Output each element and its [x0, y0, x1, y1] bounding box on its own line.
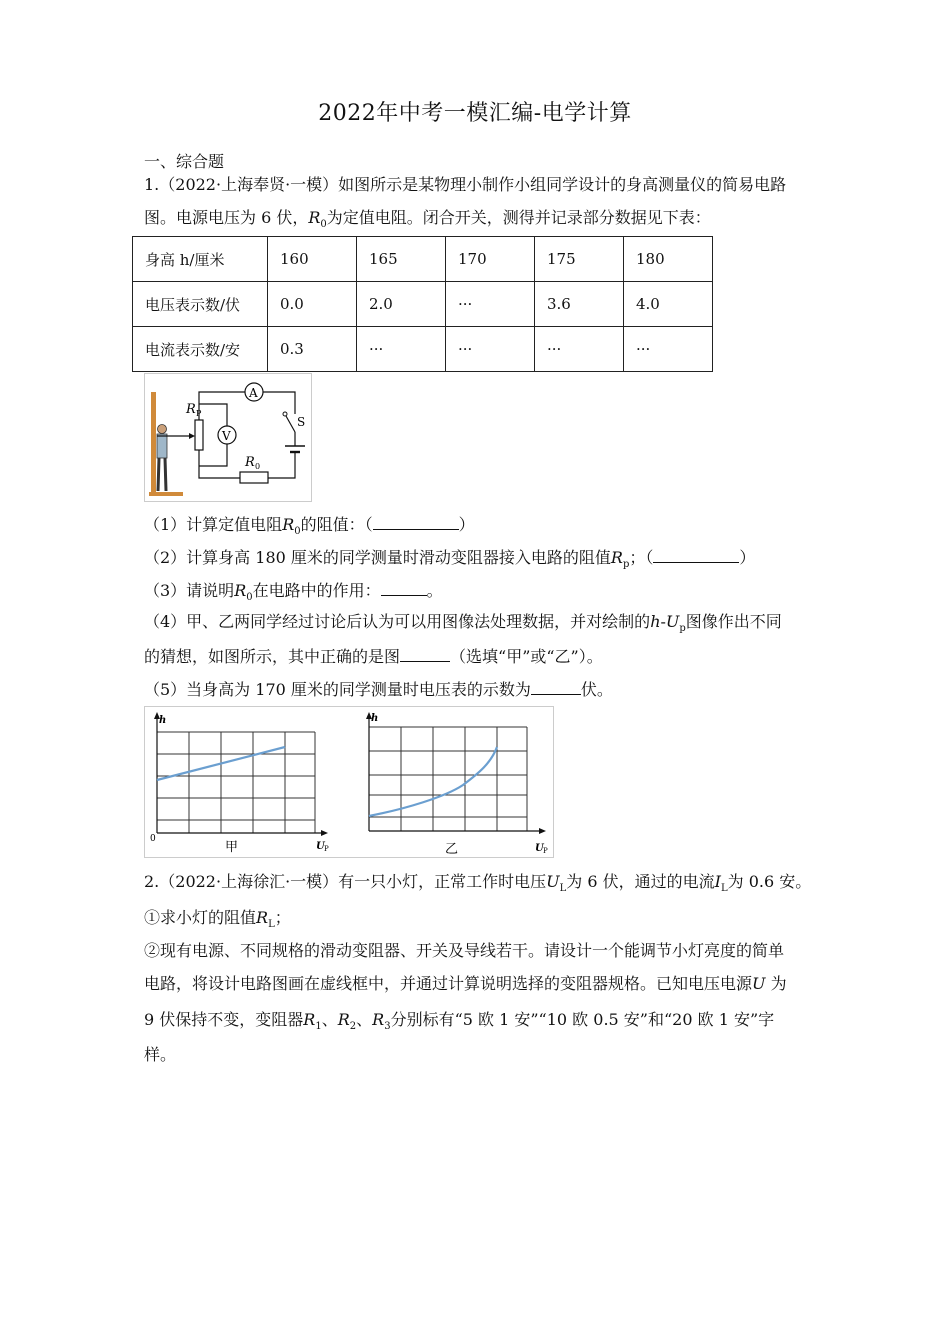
person-figure	[157, 425, 167, 492]
table-cell: 0.3	[268, 327, 357, 372]
q1-sub3-text-c: 。	[426, 581, 443, 600]
table-cell: ···	[357, 327, 446, 372]
table-row	[133, 327, 713, 372]
symbol-sub: 1	[315, 1021, 322, 1033]
r0-label-sub: 0	[255, 462, 261, 471]
symbol-sub: L	[268, 919, 275, 931]
symbol-u: U	[665, 612, 680, 631]
q1-sub1-text-b: 的阻值：（	[300, 515, 373, 534]
y-label-right: h	[371, 713, 379, 724]
table-cell: 4.0	[624, 282, 713, 327]
q1-sub2-text-c: ）	[739, 548, 756, 567]
answer-blank	[400, 645, 450, 662]
q2-item1	[144, 908, 291, 935]
q2-text-b: 为 6 伏，通过的电流	[566, 872, 715, 891]
q1-sub3-text-b: 在电路中的作用：	[252, 581, 381, 600]
switch-contact	[283, 412, 287, 416]
q1-sub4-line2	[144, 645, 603, 667]
table-cell: 3.6	[535, 282, 624, 327]
symbol-sub: 3	[384, 1021, 391, 1033]
q1-sub3-text: （3）请说明	[144, 581, 235, 600]
q1-sub4-text-b: 图像作出不同	[685, 612, 782, 631]
grid-left	[157, 732, 315, 833]
q1-sub4-line1	[144, 612, 782, 639]
r0-label: R	[245, 455, 255, 470]
symbol-i: I	[714, 872, 721, 891]
q2-item2-line4: 样。	[144, 1045, 177, 1064]
q1-sub2-text: （2）计算身高 180 厘米的同学测量时滑动变阻器接入电路的阻值	[144, 548, 611, 567]
symbol-hyphen: -	[660, 612, 666, 631]
q2-item2-text: 电路，将设计电路图画在虚线框中，并通过计算说明选择的变阻器规格。已知电压电源	[144, 974, 753, 993]
table-cell: 电流表示数/安	[133, 327, 268, 372]
symbol-r0-sub: 0	[320, 219, 327, 231]
symbol-r2: R	[337, 1010, 350, 1029]
q1-sub1	[144, 513, 475, 542]
symbol-sub: L	[720, 883, 728, 895]
table-cell: 175	[535, 237, 624, 282]
page-title: 2022年中考一模汇编-电学计算	[318, 101, 632, 126]
table-row	[133, 237, 713, 282]
q2-item2-line1: ②现有电源、不同规格的滑动变阻器、开关及导线若干。请设计一个能调节小灯亮度的简单	[144, 941, 785, 960]
graph-left-name: 甲	[225, 840, 239, 855]
symbol-u: U	[546, 872, 560, 891]
table-cell: 身高 h/厘米	[133, 237, 268, 282]
q1-sub3	[144, 579, 443, 608]
symbol-rl: R	[256, 908, 269, 927]
symbol-r0: R	[282, 515, 295, 534]
symbol-r1: R	[303, 1010, 316, 1029]
q1-sub4-text-d: （选填“甲”或“乙”）。	[450, 647, 603, 666]
table-cell: 2.0	[357, 282, 446, 327]
q1-sub2-text-b: ；（	[629, 548, 654, 567]
symbol-u: U	[752, 974, 766, 993]
q2-text: 2.（2022·上海徐汇·一模）有一只小灯，正常工作时电压	[144, 872, 547, 891]
q2-item1-text: ①求小灯的阻值	[144, 908, 257, 927]
x-label-left-sub: P	[324, 845, 329, 853]
origin-left: 0	[150, 834, 156, 844]
table-row	[133, 282, 713, 327]
ammeter-label: A	[249, 386, 258, 400]
symbol-sub: p	[622, 559, 630, 571]
graph-right	[366, 712, 548, 857]
answer-blank	[381, 579, 427, 596]
q2-item2-sep: 、	[321, 1010, 338, 1029]
answer-blank	[653, 546, 739, 563]
resistor-r0	[240, 472, 268, 483]
q1-sub5	[144, 678, 613, 700]
x-label-right-sub: P	[543, 847, 548, 855]
data-table	[132, 236, 713, 372]
symbol-r3: R	[372, 1010, 385, 1029]
answer-blank	[373, 513, 459, 530]
x-label-left: U	[316, 841, 325, 852]
table-cell: ···	[535, 327, 624, 372]
q1-sub2	[144, 546, 755, 575]
q2-item2-line2	[144, 974, 787, 994]
symbol-sub: 0	[294, 526, 301, 538]
table-cell: 165	[357, 237, 446, 282]
symbol-r0: R	[308, 208, 321, 227]
x-label-right: U	[535, 843, 544, 854]
q1-sub4-text-c: 的猜想，如图所示，其中正确的是图	[144, 647, 401, 666]
measuring-pole	[151, 392, 156, 496]
symbol-h: h	[650, 612, 661, 631]
q2-line1	[144, 872, 811, 899]
symbol-sub: L	[559, 883, 567, 895]
rheostat-rp	[195, 420, 203, 450]
q1-sub5-text: （5）当身高为 170 厘米的同学测量时电压表的示数为	[144, 680, 531, 699]
q1-sub5-text-b: 伏。	[580, 680, 613, 699]
section-heading: 一、综合题	[144, 152, 225, 171]
q2-item1-end: ；	[274, 908, 291, 927]
switch-label: S	[297, 415, 306, 429]
table-cell: 电压表示数/伏	[133, 282, 268, 327]
floor-base	[149, 492, 183, 496]
q1-sub4-text: （4）甲、乙两同学经过讨论后认为可以用图像法处理数据，并对绘制的	[144, 612, 651, 631]
symbol-rp: R	[610, 548, 623, 567]
symbol-sub: p	[679, 623, 686, 635]
answer-blank	[531, 678, 581, 695]
q2-item2-text-c: 9 伏保持不变，变阻器	[144, 1010, 304, 1029]
rp-label-sub: P	[196, 409, 202, 418]
symbol-sub: 2	[349, 1021, 357, 1033]
q1-text-line1: 1.（2022·上海奉贤·一模）如图所示是某物理小制作小组同学设计的身高测量仪的简易电路	[144, 175, 787, 194]
x-axis-arrow-right	[539, 828, 546, 834]
grid-right	[369, 727, 527, 831]
h-up-graphs	[144, 706, 554, 858]
table-cell: 160	[268, 237, 357, 282]
y-label-left: h	[159, 715, 167, 726]
q2-item2-text-d: 分别标有“5 欧 1 安”“10 欧 0.5 安”和“20 欧 1 安”字	[390, 1010, 775, 1029]
circuit-diagram	[144, 373, 312, 502]
table-cell: 0.0	[268, 282, 357, 327]
q1-text-line2	[144, 208, 711, 235]
table-cell: 180	[624, 237, 713, 282]
q2-item2-line3	[144, 1010, 774, 1037]
table-cell: ···	[446, 327, 535, 372]
symbol-sub: 0	[246, 592, 253, 604]
voltmeter-label: V	[222, 429, 231, 443]
symbol-r0: R	[234, 581, 247, 600]
x-axis-arrow-left	[321, 830, 328, 836]
slider-arrow	[189, 433, 195, 439]
q1-sub1-text: （1）计算定值电阻	[144, 515, 283, 534]
q2-item2-sep-b: 、	[356, 1010, 373, 1029]
table-cell: ···	[446, 282, 535, 327]
table-cell: 170	[446, 237, 535, 282]
graph-right-name: 乙	[445, 842, 459, 857]
q1-sub1-text-c: ）	[458, 515, 475, 534]
switch-icon	[286, 416, 295, 432]
rp-label: R	[186, 402, 196, 417]
q1-line2-part-b: 为定值电阻。闭合开关，测得并记录部分数据见下表：	[326, 208, 711, 227]
table-cell: ···	[624, 327, 713, 372]
q2-text-c: 为 0.6 安。	[727, 872, 812, 891]
q2-item2-text-b: 为	[770, 974, 787, 993]
q1-line2-part-a: 图。电源电压为 6 伏，	[144, 208, 309, 227]
graph-left	[150, 712, 329, 855]
